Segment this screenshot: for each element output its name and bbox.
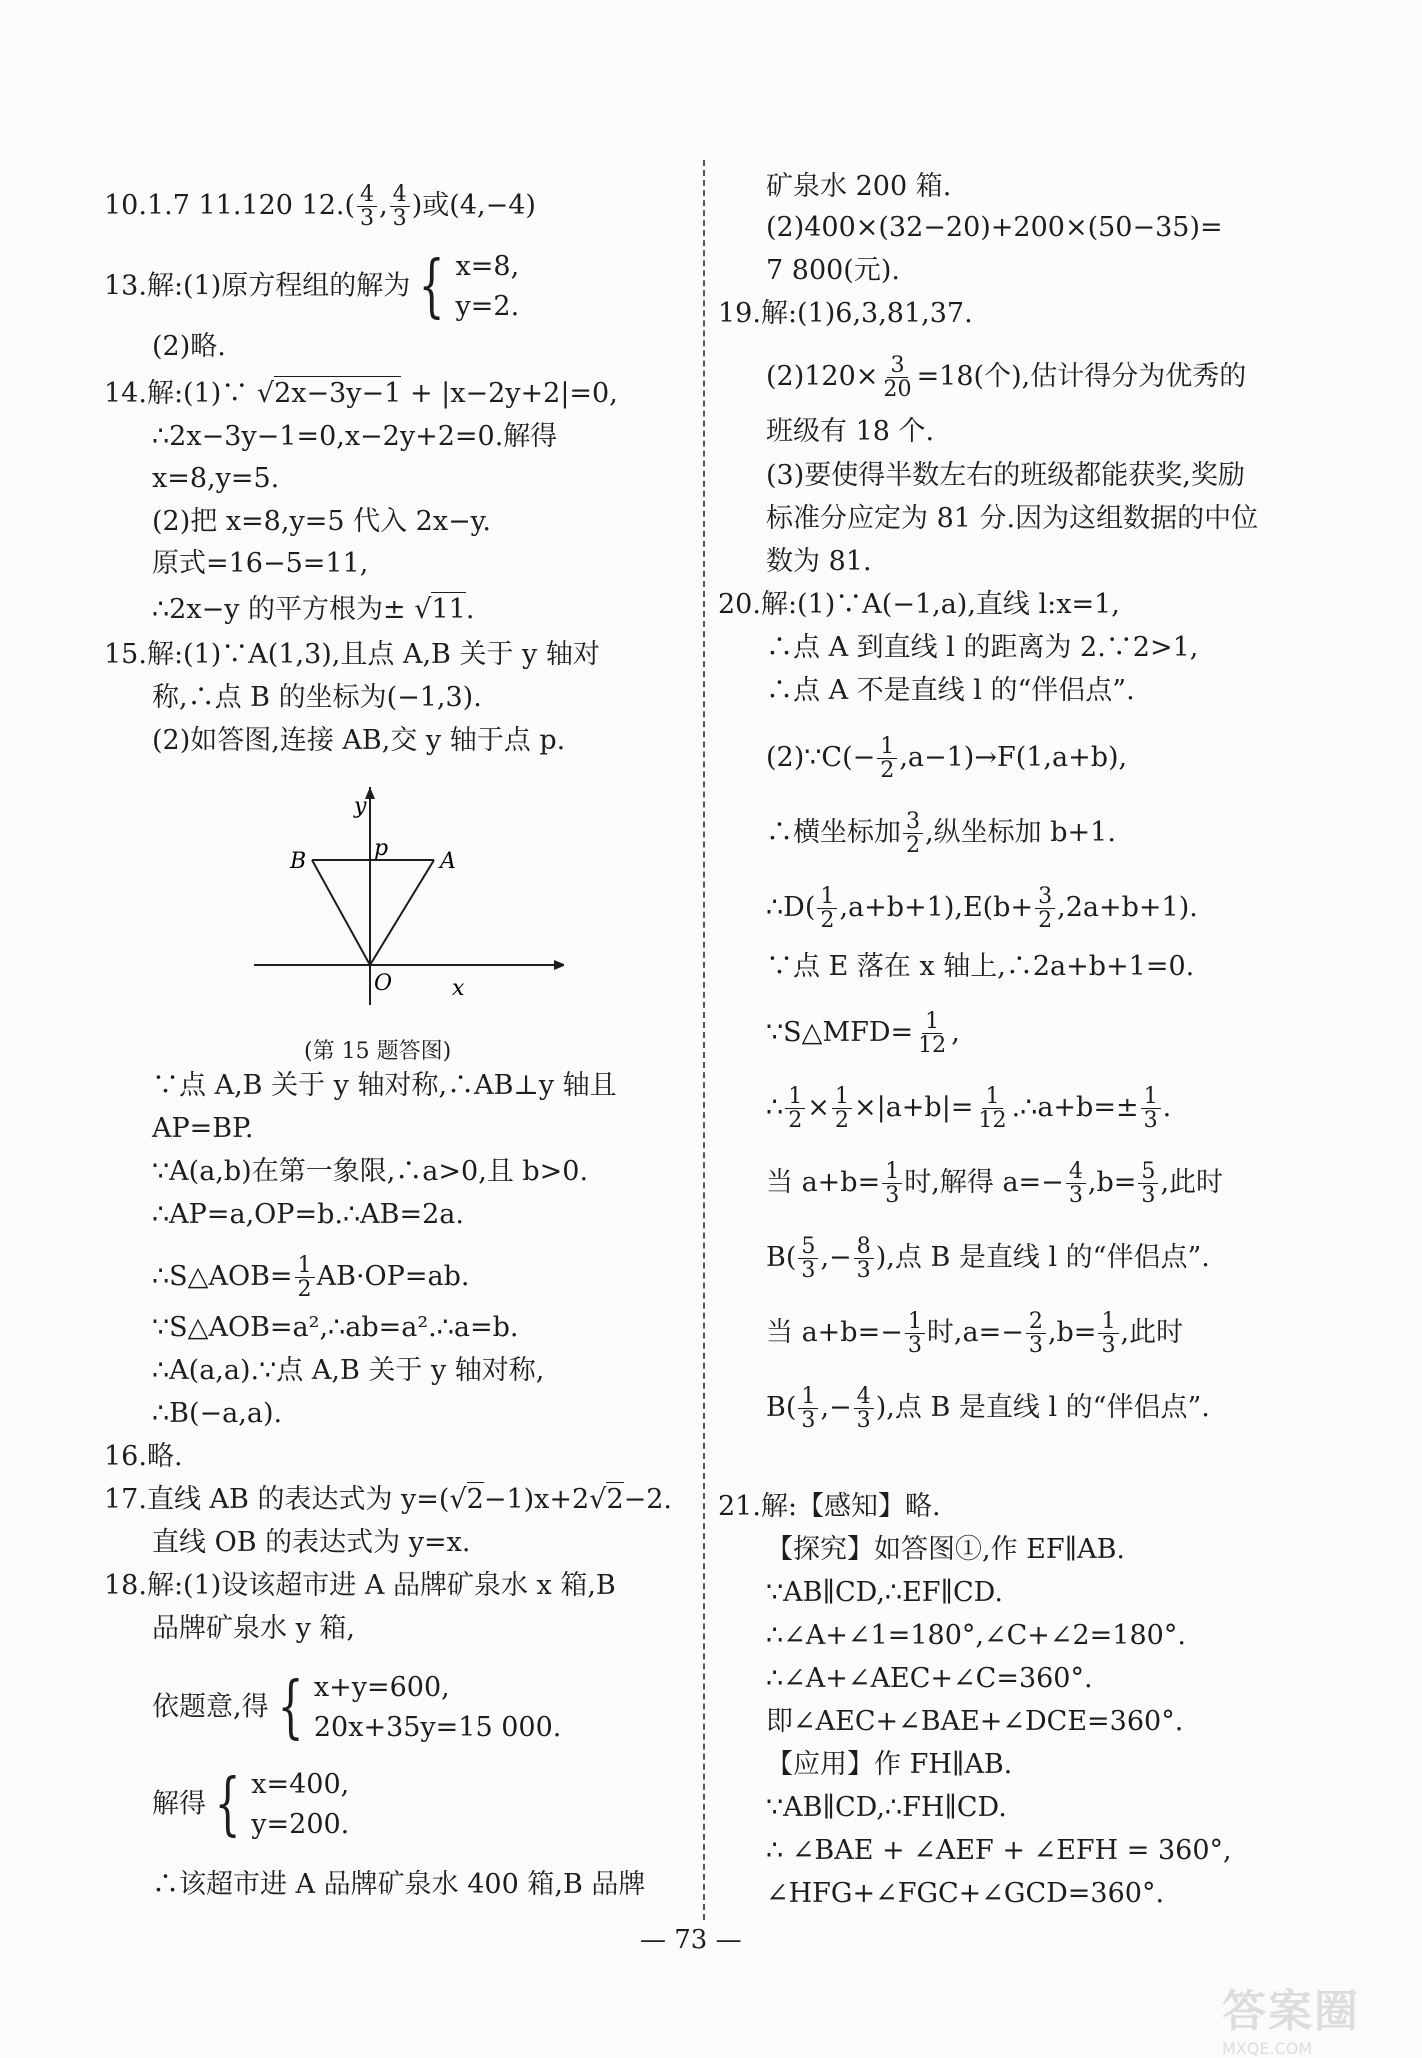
answer-20-line6: ∴D( $\frac{1}{2}$ ,a+b+1),E(b+ $\frac{3}{2}$ ,2a+b+1). bbox=[766, 883, 1198, 934]
answer-18-result: 7 800(元). bbox=[766, 255, 900, 286]
answer-21-line8: ∵AB∥CD,∴FH∥CD. bbox=[766, 1792, 1007, 1823]
answer-14-line3: x=8,y=5. bbox=[152, 463, 280, 494]
answer-18-tail: 矿泉水 200 箱. bbox=[766, 171, 952, 202]
answer-19-part3c: 数为 81. bbox=[766, 546, 872, 577]
answer-17-line1: 17.直线 AB 的表达式为 y=(√2−1)x+2√2−2. bbox=[104, 1484, 673, 1515]
answer-18-line1: 18.解:(1)设该超市进 A 品牌矿泉水 x 箱,B bbox=[104, 1570, 616, 1601]
answer-14-line5: 原式=16−5=11, bbox=[152, 548, 369, 579]
answer-20-line12: 当 a+b=− $\frac{1}{3}$ 时,a=− $\frac{2}{3}$ ,b= $\frac{1}{3}$ ,此时 bbox=[766, 1308, 1184, 1359]
answer-18-conclusion: ∴该超市进 A 品牌矿泉水 400 箱,B 品牌 bbox=[152, 1869, 646, 1900]
answer-18-part2: (2)400×(32−20)+200×(50−35)= bbox=[766, 212, 1223, 243]
answer-19-part3a: (3)要使得半数左右的班级都能获奖,奖励 bbox=[766, 460, 1245, 491]
answer-17-line2: 直线 OB 的表达式为 y=x. bbox=[152, 1527, 471, 1558]
y-axis-arrow bbox=[365, 787, 375, 799]
answer-18-system: 依题意,得 { x+y=600, 20x+35y=15 000. bbox=[152, 1668, 562, 1747]
answer-18-solution: 解得 { x=400, y=200. bbox=[152, 1765, 350, 1844]
label-p: p bbox=[374, 836, 389, 861]
x-axis-arrow bbox=[554, 960, 564, 970]
answer-15-line10: ∴A(a,a).∵点 A,B 关于 y 轴对称, bbox=[152, 1355, 545, 1386]
answer-16: 16.略. bbox=[104, 1441, 183, 1472]
answer-15-line3: (2)如答图,连接 AB,交 y 轴于点 p. bbox=[152, 725, 566, 756]
answer-21-line4: ∴∠A+∠1=180°,∠C+∠2=180°. bbox=[766, 1620, 1186, 1651]
answer-14-line6: ∴2x−y 的平方根为± √11. bbox=[152, 594, 475, 625]
answer-10-12: 10.1.7 11.120 12.( $\frac{4}{3}$ , $\frac{4}{3}$ )或(4,−4) bbox=[104, 181, 536, 232]
answer-20-line9: ∴ $\frac{1}{2}$ × $\frac{1}{2}$ ×|a+b|= $\frac{1}{12}$ .∴a+b=± $\frac{1}{3}$ . bbox=[766, 1083, 1172, 1134]
answer-21-line2: 【探究】如答图①,作 EF∥AB. bbox=[766, 1534, 1126, 1565]
answer-21-line1: 21.解:【感知】略. bbox=[718, 1491, 941, 1522]
answer-20-line8: ∵S△MFD= $\frac{1}{12}$ , bbox=[766, 1008, 960, 1059]
label-o: O bbox=[374, 971, 393, 996]
segment-bo bbox=[312, 860, 370, 965]
answer-21-line3: ∵AB∥CD,∴EF∥CD. bbox=[766, 1577, 1003, 1608]
answer-14-line4: (2)把 x=8,y=5 代入 2x−y. bbox=[152, 506, 491, 537]
answer-13-solution: 13.解:(1)原方程组的解为 { x=8, y=2. bbox=[104, 247, 520, 326]
answer-20-line3: ∴点 A 不是直线 l 的“伴侣点”. bbox=[766, 675, 1135, 706]
answer-19-part1: 19.解:(1)6,3,81,37. bbox=[718, 298, 973, 329]
answer-15-line5: AP=BP. bbox=[152, 1113, 254, 1144]
answer-20-line5: ∴横坐标加 $\frac{3}{2}$ ,纵坐标加 b+1. bbox=[766, 808, 1116, 859]
label-a: A bbox=[440, 849, 456, 874]
answer-21-line10: ∠HFG+∠FGC+∠GCD=360°. bbox=[766, 1878, 1165, 1909]
answer-15-line2: 称,∴点 B 的坐标为(−1,3). bbox=[152, 682, 482, 713]
answer-20-line11: B( $\frac{5}{3}$ ,− $\frac{8}{3}$ ),点 B 是直线 l 的“伴侣点”. bbox=[766, 1233, 1210, 1284]
answer-14-line1: 14.解:(1)∵ √2x−3y−1 + |x−2y+2|=0, bbox=[104, 378, 618, 409]
column-divider bbox=[703, 160, 705, 1920]
figure-15-caption: (第 15 题答图) bbox=[304, 1039, 452, 1064]
answer-15-line8: ∴S△AOB= $\frac{1}{2}$ AB·OP=ab. bbox=[152, 1252, 470, 1303]
answer-20-line10: 当 a+b= $\frac{1}{3}$ 时,解得 a=− $\frac{4}{3}$ ,b= $\frac{5}{3}$ ,此时 bbox=[766, 1158, 1224, 1209]
label-y: y bbox=[354, 794, 367, 819]
answer-20-line1: 20.解:(1)∵A(−1,a),直线 l:x=1, bbox=[718, 589, 1120, 620]
segment-ao bbox=[370, 860, 434, 965]
answer-15-line11: ∴B(−a,a). bbox=[152, 1398, 283, 1429]
answer-19-part3b: 标准分应定为 81 分.因为这组数据的中位 bbox=[766, 503, 1259, 534]
answer-20-line4: (2)∵C(− $\frac{1}{2}$ ,a−1)→F(1,a+b), bbox=[766, 733, 1128, 784]
answer-19-part2: (2)120× $\frac{3}{20}$ =18(个),估计得分为优秀的 bbox=[766, 352, 1247, 403]
answer-20-line7: ∵点 E 落在 x 轴上,∴2a+b+1=0. bbox=[766, 951, 1195, 982]
site-watermark-logo: 答案圈 MXQE.COM bbox=[1222, 1986, 1360, 2058]
answer-15-line9: ∵S△AOB=a²,∴ab=a².∴a=b. bbox=[152, 1312, 519, 1343]
answer-18-line2: 品牌矿泉水 y 箱, bbox=[152, 1613, 356, 1644]
answer-20-line2: ∴点 A 到直线 l 的距离为 2.∵2>1, bbox=[766, 632, 1199, 663]
answer-13-part2: (2)略. bbox=[152, 331, 226, 362]
figure-15-diagram bbox=[224, 785, 564, 1025]
answer-19-part2b: 班级有 18 个. bbox=[766, 416, 935, 447]
answer-21-line7: 【应用】作 FH∥AB. bbox=[766, 1749, 1013, 1780]
page-number: — 73 — bbox=[640, 1925, 742, 1955]
answer-21-line5: ∴∠A+∠AEC+∠C=360°. bbox=[766, 1663, 1093, 1694]
answer-21-line6: 即∠AEC+∠BAE+∠DCE=360°. bbox=[766, 1706, 1184, 1737]
answer-15-line6: ∵A(a,b)在第一象限,∴a>0,且 b>0. bbox=[152, 1156, 589, 1187]
label-x: x bbox=[452, 976, 465, 1001]
answer-21-line9: ∴ ∠BAE + ∠AEF + ∠EFH = 360°, bbox=[766, 1835, 1232, 1866]
label-b: B bbox=[290, 849, 307, 874]
answer-15-line4: ∵点 A,B 关于 y 轴对称,∴AB⊥y 轴且 bbox=[152, 1070, 617, 1101]
answer-15-line1: 15.解:(1)∵A(1,3),且点 A,B 关于 y 轴对 bbox=[104, 639, 600, 670]
answer-14-line2: ∴2x−3y−1=0,x−2y+2=0.解得 bbox=[152, 421, 558, 452]
answer-20-line13: B( $\frac{1}{3}$ ,− $\frac{4}{3}$ ),点 B 是直线 l 的“伴侣点”. bbox=[766, 1383, 1210, 1434]
answer-15-line7: ∴AP=a,OP=b.∴AB=2a. bbox=[152, 1199, 464, 1230]
